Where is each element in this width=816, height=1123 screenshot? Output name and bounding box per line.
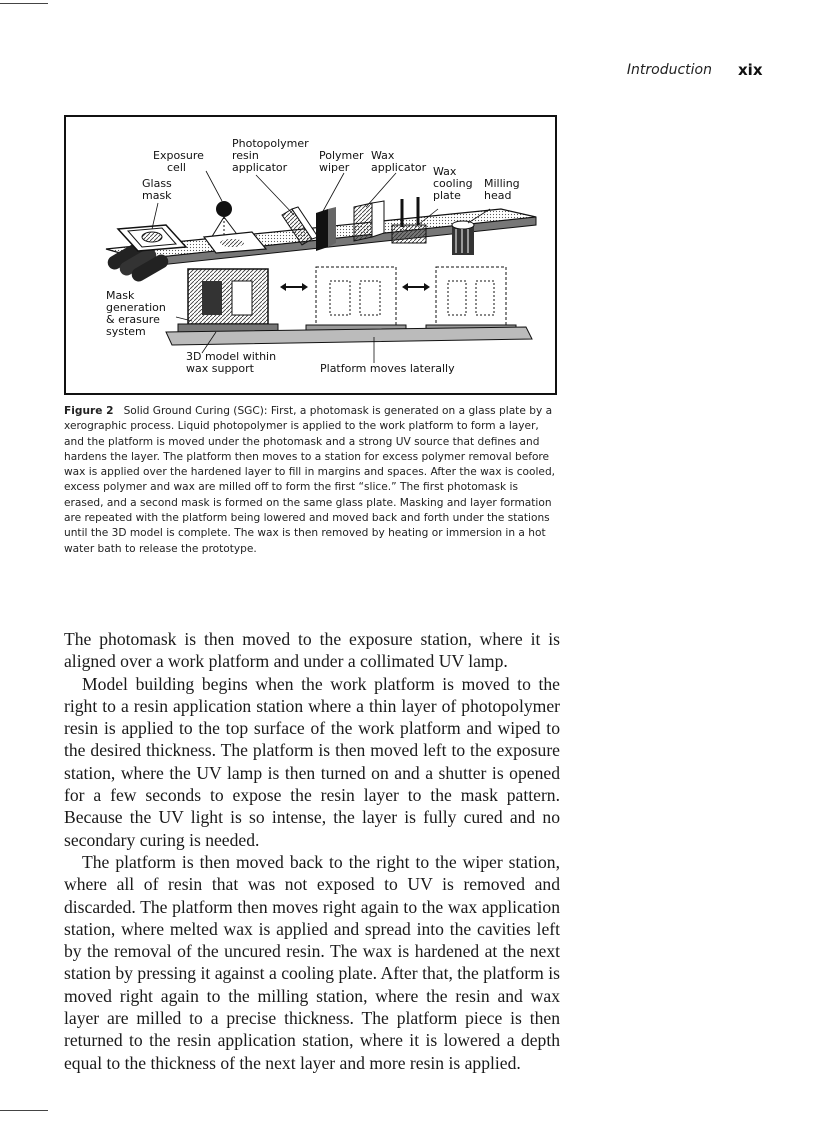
label-cooling: cooling — [433, 177, 473, 190]
label-generation: generation — [106, 301, 166, 314]
label-model: 3D model within — [186, 350, 277, 363]
label-head: head — [484, 189, 512, 202]
caption-label: Figure 2 — [64, 405, 114, 417]
paragraph-1: The photomask is then moved to the exposure station, where it is aligned over a work platform and under a collimated UV lamp. — [64, 629, 560, 672]
crop-mark-bottom-left — [0, 1110, 48, 1111]
wax-applicator — [354, 201, 384, 241]
caption-text: Solid Ground Curing (SGC): First, a photomask is generated on a glass plate by a xerographic process. Liquid photopolymer is applied to the work platform to form a layer, and the platform is moved under the photomask and a strong UV source that defines and hardens the layer. The platform then moves to a station for excess polymer removal before wax is applied over the hardened layer to fill in margins and spaces. After the wax is cooled, excess polymer and wax are milled off to form the first “slice.” The first photomask is erased, and a second mask is formed on the same glass plate. Masking and layer formation are repeated with the platform being lowered and moved back and forth under the stations until the 3D model is complete. The wax is then removed by heating or immersion in a hot water bath to release the prototype. — [64, 405, 556, 555]
milling-head — [452, 221, 474, 255]
label-photopolymer: Photopolymer — [232, 137, 309, 150]
label-wax-2: Wax — [433, 165, 457, 178]
label-polymer: Polymer — [319, 149, 364, 162]
label-glass: Glass — [142, 177, 172, 190]
lateral-move-arrows — [280, 283, 430, 291]
label-mask-2: Mask — [106, 289, 135, 302]
label-wiper: wiper — [319, 161, 350, 174]
label-applicator: applicator — [232, 161, 288, 174]
figure-2-diagram — [64, 115, 557, 395]
label-erasure: & erasure — [106, 313, 160, 326]
platform-ghost-block-1 — [306, 267, 406, 333]
label-exposure: Exposure — [153, 149, 204, 162]
label-wax: Wax — [371, 149, 395, 162]
label-wax-support: wax support — [186, 362, 254, 375]
label-platform: Platform moves laterally — [320, 362, 455, 375]
polymer-wiper — [316, 207, 336, 251]
crop-mark-top-left — [0, 3, 48, 4]
exposure-cell — [204, 201, 266, 253]
label-wax-applicator: applicator — [371, 161, 427, 174]
label-resin: resin — [232, 149, 259, 162]
platform-model-block — [178, 269, 278, 332]
label-milling: Milling — [484, 177, 520, 190]
paragraph-2: Model building begins when the work platform is moved to the right to a resin application station where a thin layer of photopolymer resin is applied to the top surface of the work platform and wiped to the desired thickness. The platform is then moved left to the exposure station, where the UV lamp is then turned on and a shutter is opened for a few seconds to expose the resin layer to the mask pattern. Because the UV light is so intense, the layer is fully cured and no secondary curing is needed. — [64, 673, 560, 850]
label-mask: mask — [142, 189, 172, 202]
label-cell: cell — [167, 161, 186, 174]
figure-caption — [64, 404, 560, 557]
running-header-title: Introduction — [626, 62, 712, 78]
body-text — [64, 628, 560, 1074]
label-system: system — [106, 325, 146, 338]
platform-ghost-block-2 — [426, 267, 516, 333]
label-plate: plate — [433, 189, 461, 202]
page-number: xix — [738, 61, 763, 79]
paragraph-3: The platform is then moved back to the right to the wiper station, where all of resin that was not exposed to UV is removed and discarded. The platform then moves right again to the wax application station, where melted wax is applied and spread into the cavities left by the removal of the uncured resin. The wax is hardened at the next station by pressing it against a cooling plate. After that, the platform is moved right again to the milling station, where the resin and wax layer are milled to a precise thickness. The platform piece is then returned to the resin application station, where it is lowered a depth equal to the thickness of the next layer and more resin is applied. — [64, 851, 560, 1073]
